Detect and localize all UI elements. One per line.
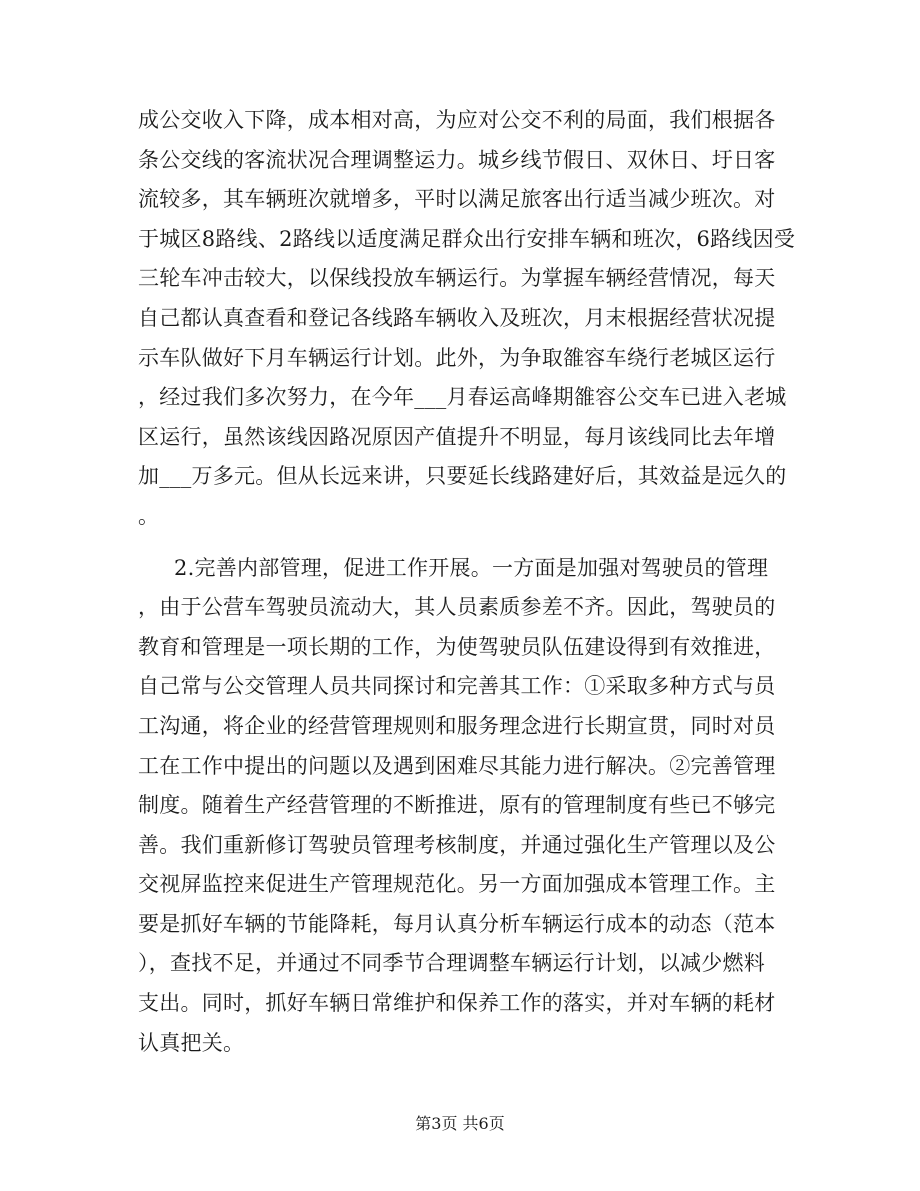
page-number-footer: 第3页 共6页 xyxy=(415,1114,505,1133)
text-line: ，由于公营车驾驶员流动大，其人员素质参差不齐。因此，驾驶员的 xyxy=(138,595,776,620)
text-line: ，经过我们多次努力，在今年___月春运高峰期雒容公交车已进入老城 xyxy=(138,385,787,410)
text-line: 区运行，虽然该线因路况原因产值提升不明显，每月该线同比去年增 xyxy=(138,424,776,449)
text-line: 工在工作中提出的问题以及遇到困难尽其能力进行解决。②完善管理 xyxy=(138,753,776,778)
text-line: 认真把关。 xyxy=(138,1030,245,1055)
document-body xyxy=(138,101,796,1063)
text-line: 条公交线的客流状况合理调整运力。城乡线节假日、双休日、圩日客 xyxy=(138,147,776,172)
text-line: 要是抓好车辆的节能降耗，每月认真分析车辆运行成本的动态（范本 xyxy=(138,911,776,936)
text-line: 于城区8路线、2路线以适度满足群众出行安排车辆和班次，6路线因受 xyxy=(138,226,796,251)
text-line: 2.完善内部管理，促进工作开展。一方面是加强对驾驶员的管理 xyxy=(174,555,769,580)
paragraph-2 xyxy=(138,549,788,1064)
paragraph-gap xyxy=(138,537,788,549)
text-line: ），查找不足，并通过不同季节合理调整车辆运行计划，以减少燃料 xyxy=(138,951,765,976)
text-line: 工沟通，将企业的经营管理规则和服务理念进行长期宣贯，同时对员 xyxy=(138,713,776,738)
text-line: 制度。随着生产经营管理的不断推进，原有的管理制度有些已不够完 xyxy=(138,793,776,818)
text-line: 自己常与公交管理人员共同探讨和完善其工作：①采取多种方式与员 xyxy=(138,674,776,699)
text-line: 教育和管理是一项长期的工作，为使驾驶员队伍建设得到有效推进， xyxy=(138,634,776,659)
text-line: 自己都认真查看和登记各线路车辆收入及班次，月末根据经营状况提 xyxy=(138,305,776,330)
text-line: 善。我们重新修订驾驶员管理考核制度，并通过强化生产管理以及公 xyxy=(138,832,776,857)
paragraph-1 xyxy=(138,101,796,537)
text-line: 示车队做好下月车辆运行计划。此外，为争取雒容车绕行老城区运行 xyxy=(138,345,776,370)
text-line: 加___万多元。但从长远来讲，只要延长线路建好后，其效益是远久的 xyxy=(138,464,787,489)
text-line: 三轮车冲击较大，以保线投放车辆运行。为掌握车辆经营情况，每天 xyxy=(138,266,776,291)
text-line: 交视屏监控来促进生产管理规范化。另一方面加强成本管理工作。主 xyxy=(138,872,776,897)
text-line: 支出。同时，抓好车辆日常维护和保养工作的落实，并对车辆的耗材 xyxy=(138,991,776,1016)
text-line: 。 xyxy=(138,503,160,528)
text-line: 成公交收入下降，成本相对高，为应对公交不利的局面，我们根据各 xyxy=(138,108,776,132)
text-line: 流较多，其车辆班次就增多，平时以满足旅客出行适当减少班次。对 xyxy=(138,187,776,212)
